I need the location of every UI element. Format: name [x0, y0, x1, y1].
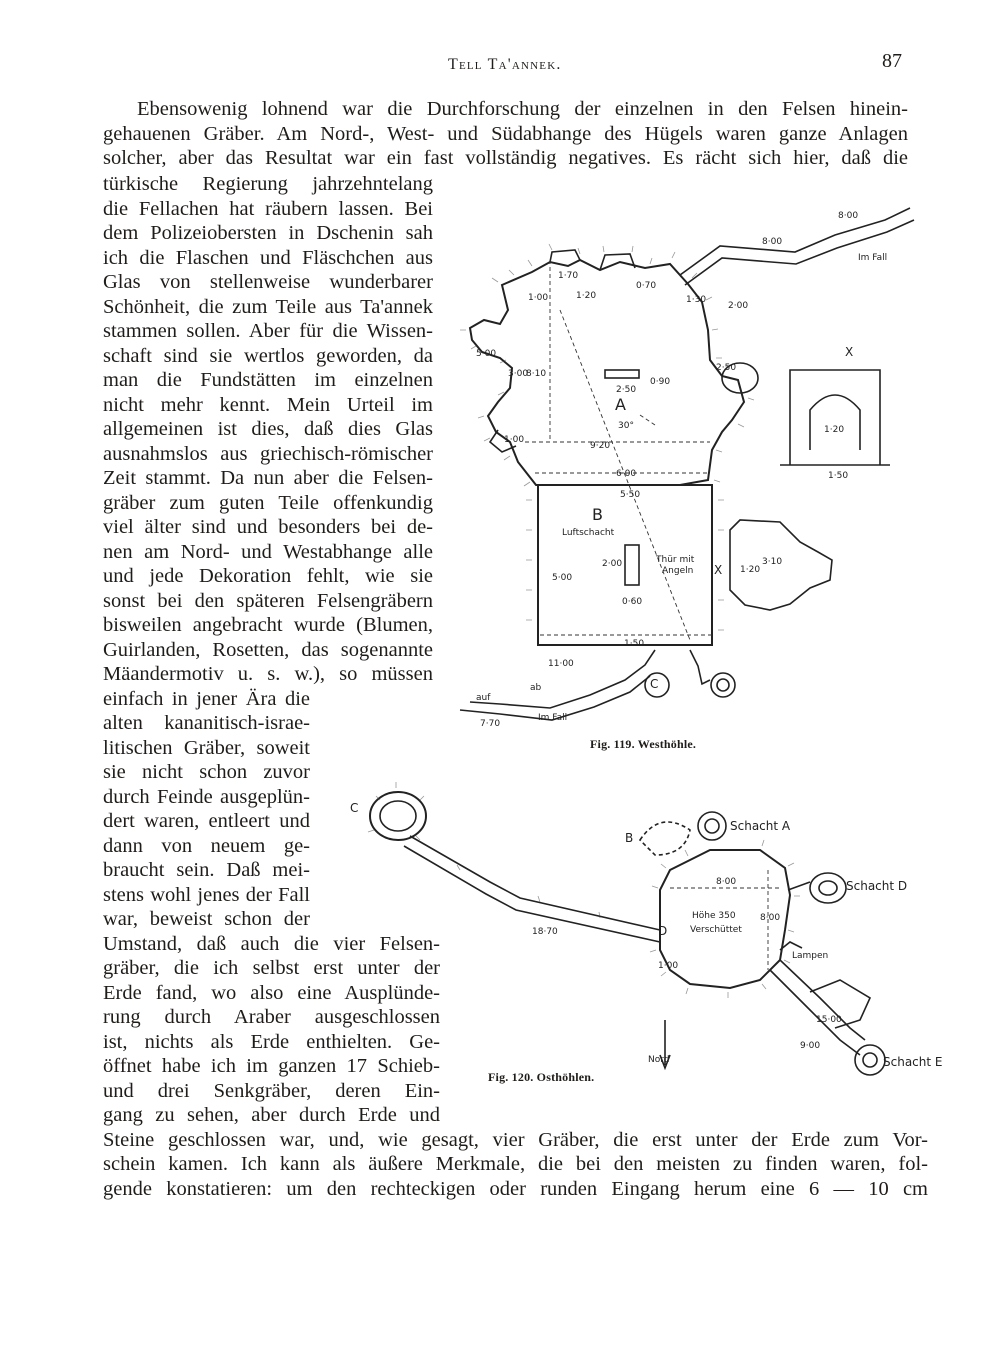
text-line: ist, nichts als Erde enthielten. Ge- — [103, 1031, 440, 1053]
fig119-thuer: Thür mit — [656, 555, 695, 565]
dim-label: 5·00 — [476, 349, 497, 359]
dim-label: 2·50 — [716, 363, 737, 373]
corridor-upper — [680, 208, 910, 275]
text-line: sonst bei den späteren Felsengräbern — [103, 590, 433, 612]
text-line: die Fellachen hat räubern lassen. Bei — [103, 198, 433, 220]
text-line: türkische Regierung jahrzehntelang — [103, 173, 433, 195]
text-line: gräber, die ich selbst erst unter der — [103, 957, 440, 979]
dim-label: 18·70 — [532, 927, 558, 937]
shaft-d — [810, 873, 846, 903]
text-line: Steine geschlossen war, und, wie gesagt, vier Gräber, die erst unter der Erde zum Vor- — [103, 1129, 928, 1151]
fig119-label-c: C — [650, 677, 659, 691]
dim-label: 1·00 — [504, 435, 525, 445]
text-line: Glas von stellenweise wunderbarer — [103, 271, 433, 293]
text-line: war, beweist schon der — [103, 908, 310, 930]
fig120-label-c: C — [350, 801, 359, 815]
fig119-label-a: A — [615, 395, 626, 414]
fig119-luftschacht: Luftschacht — [562, 528, 615, 538]
text-line: nicht mehr kennt. Mein Urteil im — [103, 394, 433, 416]
text-line: rung durch Araber ausgeschlossen — [103, 1006, 440, 1028]
figure-westhoehle — [440, 180, 960, 730]
fig119-angeln: Angeln — [662, 566, 694, 576]
dim-label: 1·50 — [828, 471, 849, 481]
text-line: öffnet habe ich im ganzen 17 Schieb- — [103, 1055, 440, 1077]
text-line: Guirlanden, Rosetten, das sogenannte — [103, 639, 433, 661]
text-line: ausnahmslos aus griechisch-römischer — [103, 443, 433, 465]
dim-label: 1·70 — [558, 271, 579, 281]
dim-label: 0·90 — [650, 377, 671, 387]
dim-label: 7·70 — [480, 719, 501, 729]
corridor-diagonal — [410, 836, 660, 930]
fig119-label-b: B — [592, 505, 603, 524]
dim-label: 1·20 — [824, 425, 845, 435]
text-line: schein kamen. Ich kann als äußere Merkmale, die bei den meisten zu finden waren, fol- — [103, 1153, 928, 1175]
text-line: dert waren, entleert und — [103, 810, 310, 832]
shaft-a — [698, 812, 726, 840]
dim-label: 3·10 — [762, 557, 783, 567]
figure-osthoehlen — [340, 770, 950, 1090]
fig119-label-x: X — [714, 563, 723, 577]
fig119-imfall-bottom: Im Fall — [538, 713, 568, 723]
fig119-ab: ab — [530, 683, 542, 693]
running-head-title: Tell Ta'annek. — [448, 56, 562, 73]
dim-label: 1·20 — [740, 565, 761, 575]
text-line: allgemeinen ist dies, daß dies Glas — [103, 418, 433, 440]
dim-label: 11·00 — [548, 659, 574, 669]
text-line: nen am Nord- und Westabhange alle — [103, 541, 433, 563]
text-line: durch Feinde ausgeplün- — [103, 786, 310, 808]
dim-label: 1·00 — [528, 293, 549, 303]
dim-label: 8·00 — [716, 877, 737, 887]
dim-label: 1·50 — [624, 639, 645, 649]
text-line: man die Fundstätten im einzelnen — [103, 369, 433, 391]
dim-label: 5·50 — [620, 490, 641, 500]
text-line: Mäandermotiv u. s. w.), so müssen — [103, 663, 433, 685]
dim-label: 0·70 — [636, 281, 657, 291]
text-line: ich die Flaschen und Fläschchen aus — [103, 247, 433, 269]
dim-label: 8·10 — [526, 369, 547, 379]
page-number: 87 — [882, 50, 902, 72]
dim-label: 8·00 — [762, 237, 783, 247]
dim-label: 3·00 — [508, 369, 529, 379]
fig119-caption: Fig. 119. Westhöhle. — [590, 737, 697, 751]
dim-label: 9·00 — [800, 1041, 821, 1051]
section-x — [790, 370, 880, 465]
text-line: und drei Senkgräber, deren Ein- — [103, 1080, 440, 1102]
dim-label: 0·60 — [622, 597, 643, 607]
dim-label: 9·20 — [590, 441, 611, 451]
niche-b — [640, 822, 690, 855]
text-line: litischen Gräber, soweit — [103, 737, 310, 759]
fig120-label-b: B — [625, 831, 634, 845]
text-line: sie nicht schon zuvor — [103, 761, 310, 783]
fig120-schacht-a: Schacht A — [730, 819, 791, 833]
text-line: bisweilen angebracht wurde (Blumen, — [103, 614, 433, 636]
text-line: gende konstatieren: um den rechteckigen oder runden Eingang herum eine 6 — 10 cm — [103, 1178, 928, 1200]
fig120-caption: Fig. 120. Osthöhlen. — [488, 1070, 595, 1084]
text-line: dann von neuem ge- — [103, 835, 310, 857]
shaft-c — [370, 792, 426, 840]
fig119-label-x-section: X — [845, 345, 854, 359]
dim-label: 6·00 — [616, 469, 637, 479]
text-line: Zeit stammt. Da nun aber die Felsen- — [103, 467, 433, 489]
text-line: Umstand, daß auch die vier Felsen- — [103, 933, 440, 955]
luftschacht-rect — [625, 545, 639, 585]
text-line: Schönheit, die zum Teile aus Ta'annek — [103, 296, 433, 318]
dim-label: 30° — [618, 421, 634, 431]
shaft-e — [855, 1045, 885, 1075]
dim-label: 5·00 — [552, 573, 573, 583]
dim-label: 1·00 — [658, 961, 679, 971]
text-line: braucht sein. Daß mei- — [103, 859, 310, 881]
dim-label: 2·50 — [616, 385, 637, 395]
fig120-schacht-e: Schacht E — [883, 1055, 943, 1069]
fig120-nord: Nord — [648, 1055, 670, 1065]
fig119-auf: auf — [476, 693, 491, 703]
dim-label: 2·00 — [602, 559, 623, 569]
text-line: gräber zum guten Teile offenkundig — [103, 492, 433, 514]
text-line: solcher, aber das Resultat war ein fast vollständig negatives. Es rächt sich hier, daß die — [103, 147, 908, 169]
text-line: gehauenen Gräber. Am Nord-, West- und Südabhange des Hügels waren ganze Anlagen — [103, 123, 908, 145]
dim-label: 1·30 — [686, 295, 707, 305]
dim-label: 2·00 — [728, 301, 749, 311]
fig120-verschuettet: Verschüttet — [690, 925, 742, 935]
text-line: gang zu sehen, aber durch Erde und — [103, 1104, 440, 1126]
text-line: stammen sollen. Aber für die Wissen- — [103, 320, 433, 342]
text-line: Erde fand, wo also eine Ausplünde- — [103, 982, 440, 1004]
dim-label: 15·00 — [816, 1015, 842, 1025]
text-line: stens wohl jenes der Fall — [103, 884, 310, 906]
text-line: schaft sind sie wertlos geworden, da — [103, 345, 433, 367]
text-line: viel älter sind und besonders bei de- — [103, 516, 433, 538]
dim-label: 8·00 — [838, 211, 859, 221]
dim-label: 1·20 — [576, 291, 597, 301]
fig120-schacht-d: Schacht D — [846, 879, 908, 893]
dim-label: 8·00 — [760, 913, 781, 923]
text-line: Ebensowenig lohnend war die Durchforschung der einzelnen in den Felsen hinein- — [137, 98, 908, 120]
fig119-imfall-top: Im Fall — [858, 253, 888, 263]
text-line: dem Polizeiobersten in Dschenin sah — [103, 222, 433, 244]
fig120-hoehe: Höhe 350 — [692, 911, 736, 921]
fig120-lampen: Lampen — [792, 951, 829, 961]
text-line: alten kananitisch-israe- — [103, 712, 310, 734]
fig120-label-d: D — [658, 924, 668, 938]
text-line: einfach in jener Ära die — [103, 688, 310, 710]
text-line: und jede Dekoration fehlt, wie sie — [103, 565, 433, 587]
